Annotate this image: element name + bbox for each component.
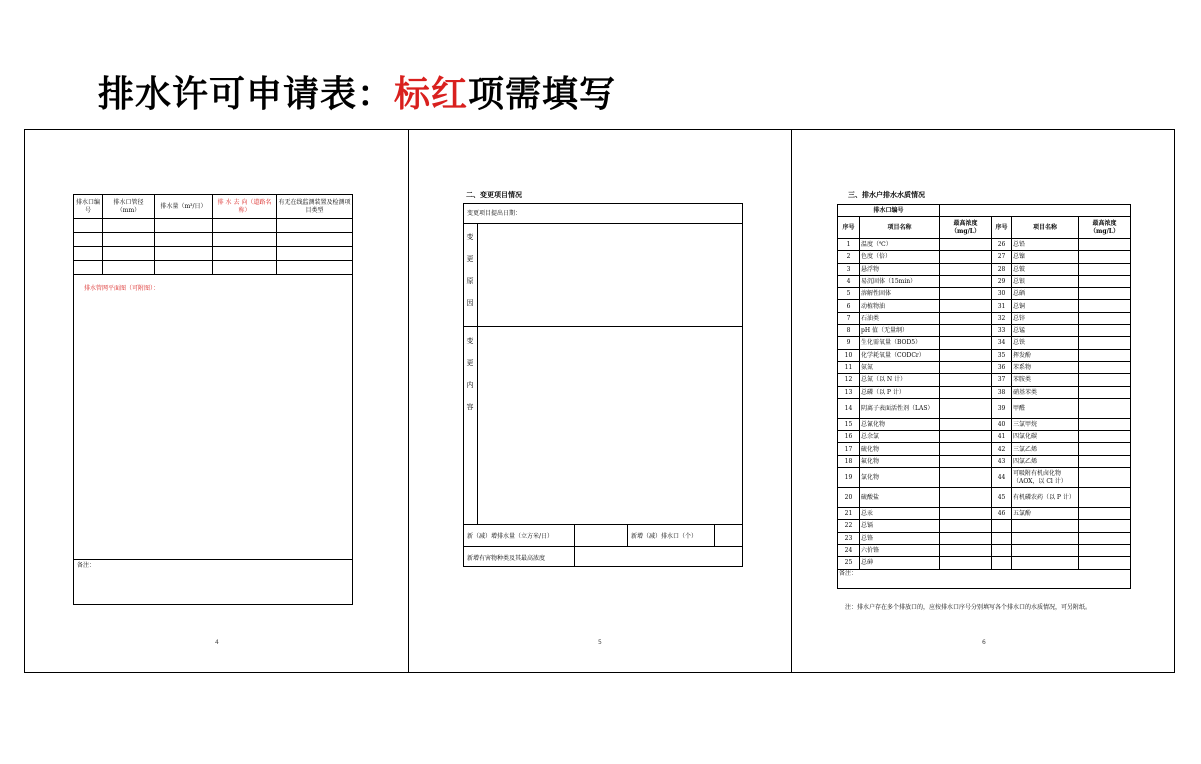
seq-cell: 2 (838, 251, 860, 263)
seq-cell: 1 (838, 239, 860, 251)
item-name-cell: 苯系物 (1012, 361, 1079, 373)
conc-cell (1079, 312, 1131, 324)
conc-cell (940, 349, 992, 361)
table-row (838, 468, 1131, 488)
seq-cell: 8 (838, 325, 860, 337)
item-name-cell: 色度（倍） (860, 251, 940, 263)
item-name-cell: 总氰化物 (860, 418, 940, 430)
conc-cell (940, 325, 992, 337)
table-row (838, 431, 1131, 443)
conc-cell (1079, 557, 1131, 569)
seq-cell: 40 (992, 418, 1012, 430)
seq-cell: 43 (992, 455, 1012, 467)
item-name-cell: 氟化物 (860, 455, 940, 467)
table-row (838, 325, 1131, 337)
conc-cell (940, 418, 992, 430)
reason-label: 变 更 原 因 (466, 233, 474, 307)
new-outlet-label: 新增（减）排水口（个） (631, 533, 698, 540)
item-name-cell: 硝基苯类 (1012, 386, 1079, 398)
item-name-cell: 总磷（以 P 计） (860, 386, 940, 398)
conc-cell (1079, 431, 1131, 443)
conc-cell (940, 386, 992, 398)
seq-cell: 4 (838, 275, 860, 287)
seq-cell: 45 (992, 488, 1012, 508)
item-name-cell: 总汞 (860, 508, 940, 520)
table-row (838, 455, 1131, 467)
item-name-cell: 易沉固体（15min） (860, 275, 940, 287)
seq-cell: 33 (992, 325, 1012, 337)
page-number: 4 (215, 639, 219, 646)
item-name-cell: 甲醛 (1012, 398, 1079, 418)
conc-cell (1079, 455, 1131, 467)
seq-cell: 34 (992, 337, 1012, 349)
conc-cell (940, 361, 992, 373)
header-conc: 最高浓度（mg/L） (940, 217, 992, 239)
seq-cell (992, 532, 1012, 544)
table-row (838, 361, 1131, 373)
item-name-cell: 总铁 (1012, 337, 1079, 349)
remark-label: 备注： (74, 560, 353, 605)
conc-cell (940, 455, 992, 467)
item-name-cell: 总铜 (1012, 300, 1079, 312)
slide-title (98, 66, 616, 117)
header-cell: 有无在线监测装置及检测项目类型 (277, 195, 353, 219)
item-name-cell: 总铍 (1012, 263, 1079, 275)
conc-cell (940, 398, 992, 418)
document-frame (24, 129, 1175, 673)
water-quality-table (837, 204, 1131, 589)
conc-cell (940, 557, 992, 569)
table-row (838, 251, 1131, 263)
item-name-cell (1012, 532, 1079, 544)
seq-cell: 22 (838, 520, 860, 532)
seq-cell: 11 (838, 361, 860, 373)
seq-cell (992, 544, 1012, 556)
header-item: 项目名称 (860, 217, 940, 239)
new-flow-label: 新（减）增排水量（立方米/日） (467, 533, 554, 540)
table-row (838, 386, 1131, 398)
title-text: 排水许可申请表： (98, 74, 395, 115)
item-name-cell: 动植物油 (860, 300, 940, 312)
seq-cell (992, 520, 1012, 532)
header-seq: 序号 (838, 217, 860, 239)
seq-cell: 9 (838, 337, 860, 349)
table-row (838, 374, 1131, 386)
item-name-cell: 硫化物 (860, 443, 940, 455)
item-name-cell: 硫酸盐 (860, 488, 940, 508)
seq-cell: 10 (838, 349, 860, 361)
title-red-text: 标红 (394, 74, 469, 115)
seq-cell: 16 (838, 431, 860, 443)
table-header-row (838, 217, 1131, 239)
conc-cell (1079, 263, 1131, 275)
content-label: 变 更 内 容 (466, 337, 474, 411)
seq-cell: 42 (992, 443, 1012, 455)
conc-cell (940, 431, 992, 443)
seq-cell: 29 (992, 275, 1012, 287)
seq-cell: 41 (992, 431, 1012, 443)
table-row (838, 275, 1131, 287)
seq-cell: 24 (838, 544, 860, 556)
seq-cell: 7 (838, 312, 860, 324)
item-name-cell: 总砷 (860, 557, 940, 569)
item-name-cell: 苯胺类 (1012, 374, 1079, 386)
conc-cell (1079, 239, 1131, 251)
item-name-cell: 六价铬 (860, 544, 940, 556)
seq-cell: 19 (838, 468, 860, 488)
seq-cell: 18 (838, 455, 860, 467)
change-form (463, 203, 743, 567)
item-name-cell: 石油类 (860, 312, 940, 324)
table-row (838, 312, 1131, 324)
conc-cell (940, 508, 992, 520)
conc-cell (1079, 275, 1131, 287)
seq-cell: 44 (992, 468, 1012, 488)
seq-cell: 35 (992, 349, 1012, 361)
header-conc: 最高浓度（mg/L） (1079, 217, 1131, 239)
conc-cell (1079, 374, 1131, 386)
item-name-cell: 总锰 (1012, 325, 1079, 337)
seq-cell: 27 (992, 251, 1012, 263)
conc-cell (1079, 443, 1131, 455)
item-name-cell (1012, 544, 1079, 556)
conc-cell (940, 520, 992, 532)
seq-cell: 15 (838, 418, 860, 430)
conc-cell (940, 488, 992, 508)
item-name-cell: 四氯化碳 (1012, 431, 1079, 443)
seq-cell: 30 (992, 288, 1012, 300)
conc-cell (1079, 520, 1131, 532)
table-row (74, 233, 353, 247)
item-name-cell (1012, 520, 1079, 532)
item-name-cell: 总氮（以 N 计） (860, 374, 940, 386)
outlet-label: 排水口编号 (838, 205, 940, 217)
item-name-cell: 溶解性固体 (860, 288, 940, 300)
table-row (838, 418, 1131, 430)
item-name-cell: 氯化物 (860, 468, 940, 488)
map-label-required: 排水管网平面图（可附图）： (74, 275, 353, 560)
item-name-cell: 温度（℃） (860, 239, 940, 251)
item-name-cell: 有机磷农药（以 P 计） (1012, 488, 1079, 508)
page-divider (408, 130, 409, 672)
conc-cell (1079, 532, 1131, 544)
conc-cell (1079, 544, 1131, 556)
table-row (838, 337, 1131, 349)
seq-cell: 32 (992, 312, 1012, 324)
remark-label: 备注： (838, 569, 1131, 588)
item-name-cell: 总硒 (1012, 288, 1079, 300)
header-cell-required: 排 水 去 向（道路名称） (213, 195, 277, 219)
item-name-cell: 总铅 (1012, 239, 1079, 251)
date-label: 变更项目提出日期： (467, 210, 522, 217)
seq-cell: 5 (838, 288, 860, 300)
table-row (838, 508, 1131, 520)
new-pollutant-label: 新增有害物种类及其最高浓度 (467, 555, 546, 562)
seq-cell: 37 (992, 374, 1012, 386)
conc-cell (940, 288, 992, 300)
map-row (74, 275, 353, 560)
conc-cell (1079, 337, 1131, 349)
seq-cell: 12 (838, 374, 860, 386)
remark-row (74, 560, 353, 605)
header-cell: 排水量（m³/日） (155, 195, 213, 219)
conc-cell (1079, 349, 1131, 361)
conc-cell (940, 337, 992, 349)
item-name-cell: 总锌 (1012, 312, 1079, 324)
conc-cell (940, 251, 992, 263)
conc-cell (1079, 300, 1131, 312)
item-name-cell: pH 值（无量纲） (860, 325, 940, 337)
seq-cell: 23 (838, 532, 860, 544)
table-row (74, 247, 353, 261)
conc-cell (1079, 468, 1131, 488)
table-row (838, 443, 1131, 455)
table-row (74, 261, 353, 275)
conc-cell (940, 374, 992, 386)
item-name-cell: 总镍 (1012, 251, 1079, 263)
table-row (838, 532, 1131, 544)
conc-cell (940, 275, 992, 287)
item-name-cell: 四氯乙烯 (1012, 455, 1079, 467)
conc-cell (1079, 386, 1131, 398)
page-number: 5 (598, 639, 602, 646)
conc-cell (1079, 288, 1131, 300)
table-row (838, 520, 1131, 532)
seq-cell: 39 (992, 398, 1012, 418)
section-title: 三、排水户排水水质情况 (848, 190, 925, 199)
item-name-cell: 氨氮 (860, 361, 940, 373)
seq-cell: 36 (992, 361, 1012, 373)
remark-row (838, 569, 1131, 588)
seq-cell: 26 (992, 239, 1012, 251)
seq-cell: 28 (992, 263, 1012, 275)
item-name-cell: 五氯酚 (1012, 508, 1079, 520)
page4-outlet-table (73, 194, 353, 605)
item-name-cell: 悬浮物 (860, 263, 940, 275)
title-text-end: 项需填写 (468, 74, 617, 115)
seq-cell: 21 (838, 508, 860, 520)
conc-cell (940, 443, 992, 455)
header-seq: 序号 (992, 217, 1012, 239)
seq-cell: 38 (992, 386, 1012, 398)
table-row (74, 219, 353, 233)
item-name-cell (1012, 557, 1079, 569)
seq-cell: 20 (838, 488, 860, 508)
table-row (838, 288, 1131, 300)
conc-cell (940, 532, 992, 544)
header-item: 项目名称 (1012, 217, 1079, 239)
section-title: 二、变更项目情况 (466, 190, 522, 199)
table-row (838, 300, 1131, 312)
page-number: 6 (982, 639, 986, 646)
conc-cell (1079, 325, 1131, 337)
seq-cell: 31 (992, 300, 1012, 312)
outlet-row (838, 205, 1131, 217)
conc-cell (1079, 361, 1131, 373)
conc-cell (1079, 418, 1131, 430)
item-name-cell: 三氯甲烷 (1012, 418, 1079, 430)
conc-cell (940, 263, 992, 275)
seq-cell: 46 (992, 508, 1012, 520)
conc-cell (1079, 251, 1131, 263)
item-name-cell: 总镉 (860, 520, 940, 532)
seq-cell (992, 557, 1012, 569)
conc-cell (1079, 508, 1131, 520)
item-name-cell: 化学耗氧量（CODCr） (860, 349, 940, 361)
table-row (838, 488, 1131, 508)
conc-cell (1079, 488, 1131, 508)
table-row (838, 239, 1131, 251)
item-name-cell: 总铬 (860, 532, 940, 544)
conc-cell (1079, 398, 1131, 418)
footnote: 注：排水户存在多个排放口的，应按排水口序号分别填写各个排水口的水质情况，可另附纸。 (845, 604, 1092, 611)
item-name-cell: 生化需氧量（BOD5） (860, 337, 940, 349)
seq-cell: 6 (838, 300, 860, 312)
seq-cell: 3 (838, 263, 860, 275)
table-header-row (74, 195, 353, 219)
header-cell: 排水口管径（mm） (103, 195, 155, 219)
conc-cell (940, 300, 992, 312)
conc-cell (940, 544, 992, 556)
item-name-cell: 总余氯 (860, 431, 940, 443)
item-name-cell: 三氯乙烯 (1012, 443, 1079, 455)
seq-cell: 13 (838, 386, 860, 398)
item-name-cell: 挥发酚 (1012, 349, 1079, 361)
page-divider (791, 130, 792, 672)
header-cell: 排水口编号 (74, 195, 103, 219)
item-name-cell: 阴离子表面活性剂（LAS） (860, 398, 940, 418)
conc-cell (940, 239, 992, 251)
seq-cell: 17 (838, 443, 860, 455)
conc-cell (940, 468, 992, 488)
table-row (838, 544, 1131, 556)
table-row (838, 398, 1131, 418)
item-name-cell: 可吸附有机卤化物（AOX，以 Cl 计） (1012, 468, 1079, 488)
table-row (838, 557, 1131, 569)
conc-cell (940, 312, 992, 324)
table-row (838, 263, 1131, 275)
seq-cell: 14 (838, 398, 860, 418)
item-name-cell: 总银 (1012, 275, 1079, 287)
seq-cell: 25 (838, 557, 860, 569)
table-row (838, 349, 1131, 361)
